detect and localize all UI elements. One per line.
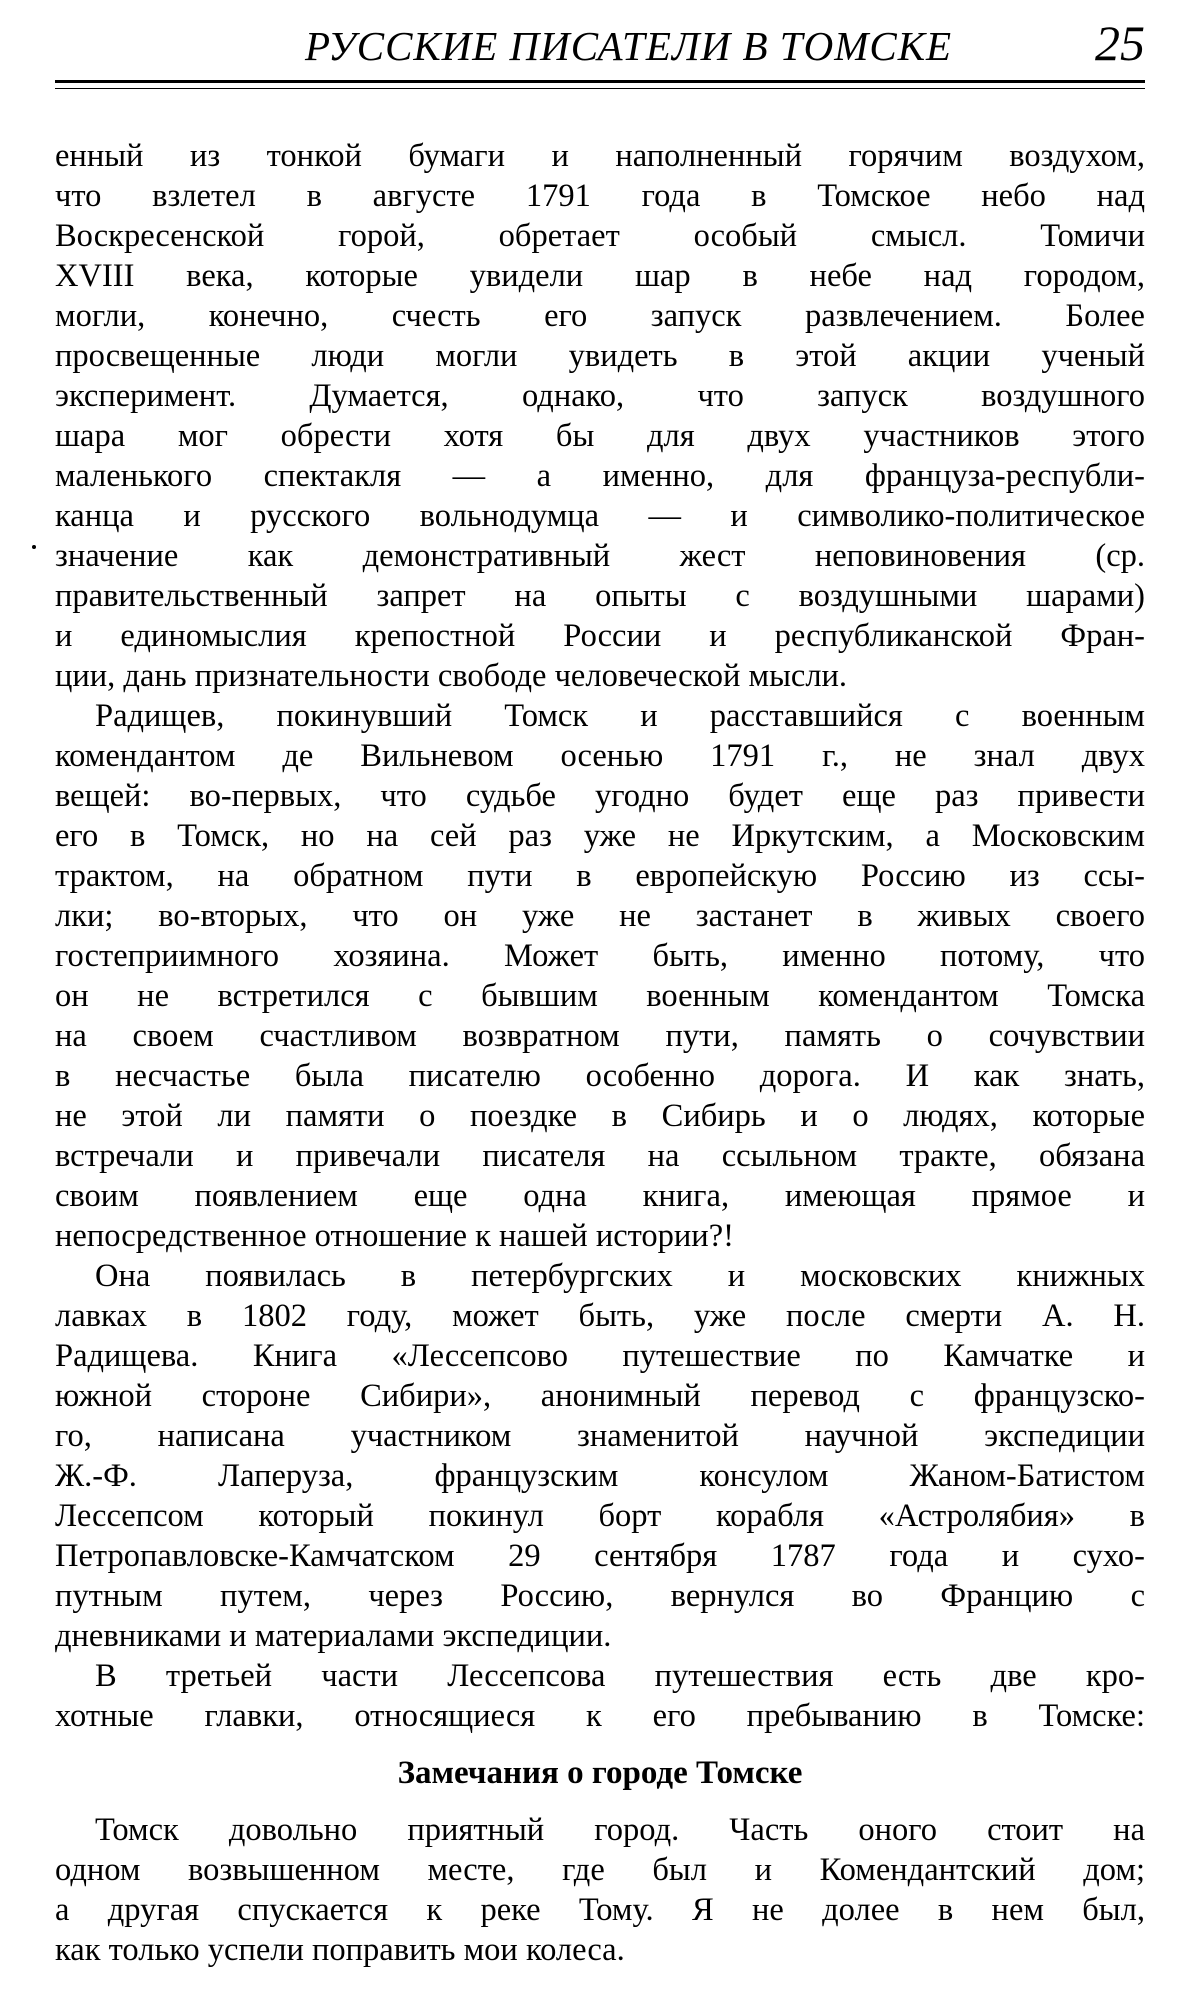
text-line: просвещенные люди могли увидеть в этой акции ученый [55, 338, 1145, 374]
text-line: хотные главки, относящиеся к его пребыванию в Томске: [55, 1698, 1145, 1734]
text-line: на своем счастливом возвратном пути, память о сочувствии [55, 1018, 1145, 1054]
text-line: южной стороне Сибири», анонимный перевод с французско- [55, 1378, 1145, 1414]
text-line: шара мог обрести хотя бы для двух участников этого [55, 418, 1145, 454]
text-line: Ж.-Ф. Лаперуза, французским консулом Жаном-Батистом [55, 1458, 1145, 1494]
page-number: 25 [1095, 15, 1145, 71]
paragraph-5 [55, 1810, 1145, 1970]
text-line: го, написана участником знаменитой научной экспедиции [55, 1418, 1145, 1454]
text-line: дневниками и материалами экспедиции. [55, 1618, 612, 1654]
paragraph-4 [55, 1656, 1145, 1736]
body-text [55, 136, 1145, 1970]
text-line: эксперимент. Думается, однако, что запуск воздушного [55, 378, 1145, 414]
text-line: одном возвышенном месте, где был и Комендантский дом; [55, 1852, 1145, 1888]
text-line: он не встретился с бывшим военным комендантом Томска [55, 978, 1145, 1014]
text-line: Воскресенской горой, обретает особый смысл. Томичи [55, 218, 1145, 254]
text-line: лавках в 1802 году, может быть, уже после смерти А. Н. [55, 1298, 1145, 1334]
text-line: не этой ли памяти о поездке в Сибирь и о людях, которые [55, 1098, 1145, 1134]
text-line: встречали и привечали писателя на ссыльном тракте, обязана [55, 1138, 1145, 1174]
text-line: непосредственное отношение к нашей истории?! [55, 1218, 734, 1254]
header-rule-thick [55, 80, 1145, 83]
text-line: гостеприимного хозяина. Может быть, именно потому, что [55, 938, 1145, 974]
text-line: ции, дань признательности свободе человеческой мысли. [55, 658, 848, 694]
text-line: енный из тонкой бумаги и наполненный горячим воздухом, [55, 138, 1145, 174]
text-line: путным путем, через Россию, вернулся во Францию с [55, 1578, 1145, 1614]
text-line: В третьей части Лессепсова путешествия есть две кро- [95, 1658, 1145, 1694]
text-line: лки; во-вторых, что он уже не застанет в живых своего [55, 898, 1145, 934]
text-line: Лессепсом который покинул борт корабля «Астролябия» в [55, 1498, 1145, 1534]
header-rule-thin [55, 88, 1145, 89]
text-line: вещей: во-первых, что судьбе угодно будет еще раз привести [55, 778, 1145, 814]
text-line: как только успели поправить мои колеса. [55, 1932, 625, 1968]
paragraph-1 [55, 136, 1145, 696]
text-line: и единомыслия крепостной России и республиканской Фран- [55, 618, 1145, 654]
text-line: а другая спускается к реке Тому. Я не долее в нем был, [55, 1892, 1145, 1928]
text-line: трактом, на обратном пути в европейскую Россию из ссы- [55, 858, 1145, 894]
text-line: Петропавловске-Камчатском 29 сентября 1787 года и сухо- [55, 1538, 1145, 1574]
text-line: Радищева. Книга «Лессепсово путешествие по Камчатке и [55, 1338, 1145, 1374]
paragraph-2 [55, 696, 1145, 1256]
text-line: комендантом де Вильневом осенью 1791 г., не знал двух [55, 738, 1145, 774]
text-line: правительственный запрет на опыты с воздушными шарами) [55, 578, 1145, 614]
text-line: XVIII века, которые увидели шар в небе над городом, [55, 258, 1145, 294]
text-line: канца и русского вольнодумца — и символико-политическое [55, 498, 1145, 534]
paragraph-3 [55, 1256, 1145, 1656]
text-line: своим появлением еще одна книга, имеющая прямое и [55, 1178, 1145, 1214]
running-title: РУССКИЕ ПИСАТЕЛИ В ТОМСКЕ [305, 23, 952, 69]
book-page [55, 0, 1145, 2008]
text-line: Томск довольно приятный город. Часть оного стоит на [95, 1812, 1145, 1848]
running-head [55, 14, 1145, 74]
text-line: маленького спектакля — а именно, для француза-республи- [55, 458, 1145, 494]
text-line: его в Томск, но на сей раз уже не Иркутским, а Московским [55, 818, 1145, 854]
section-heading: Замечания о городе Томске [397, 1755, 803, 1791]
text-line: что взлетел в августе 1791 года в Томское небо над [55, 178, 1145, 214]
text-line: в несчастье была писателю особенно дорога. И как знать, [55, 1058, 1145, 1094]
margin-dot [32, 545, 36, 549]
text-line: Она появилась в петербургских и московских книжных [95, 1258, 1145, 1294]
text-line: могли, конечно, счесть его запуск развлечением. Более [55, 298, 1145, 334]
text-line: значение как демонстративный жест неповиновения (ср. [55, 538, 1145, 574]
text-line: Радищев, покинувший Томск и расставшийся с военным [95, 698, 1145, 734]
